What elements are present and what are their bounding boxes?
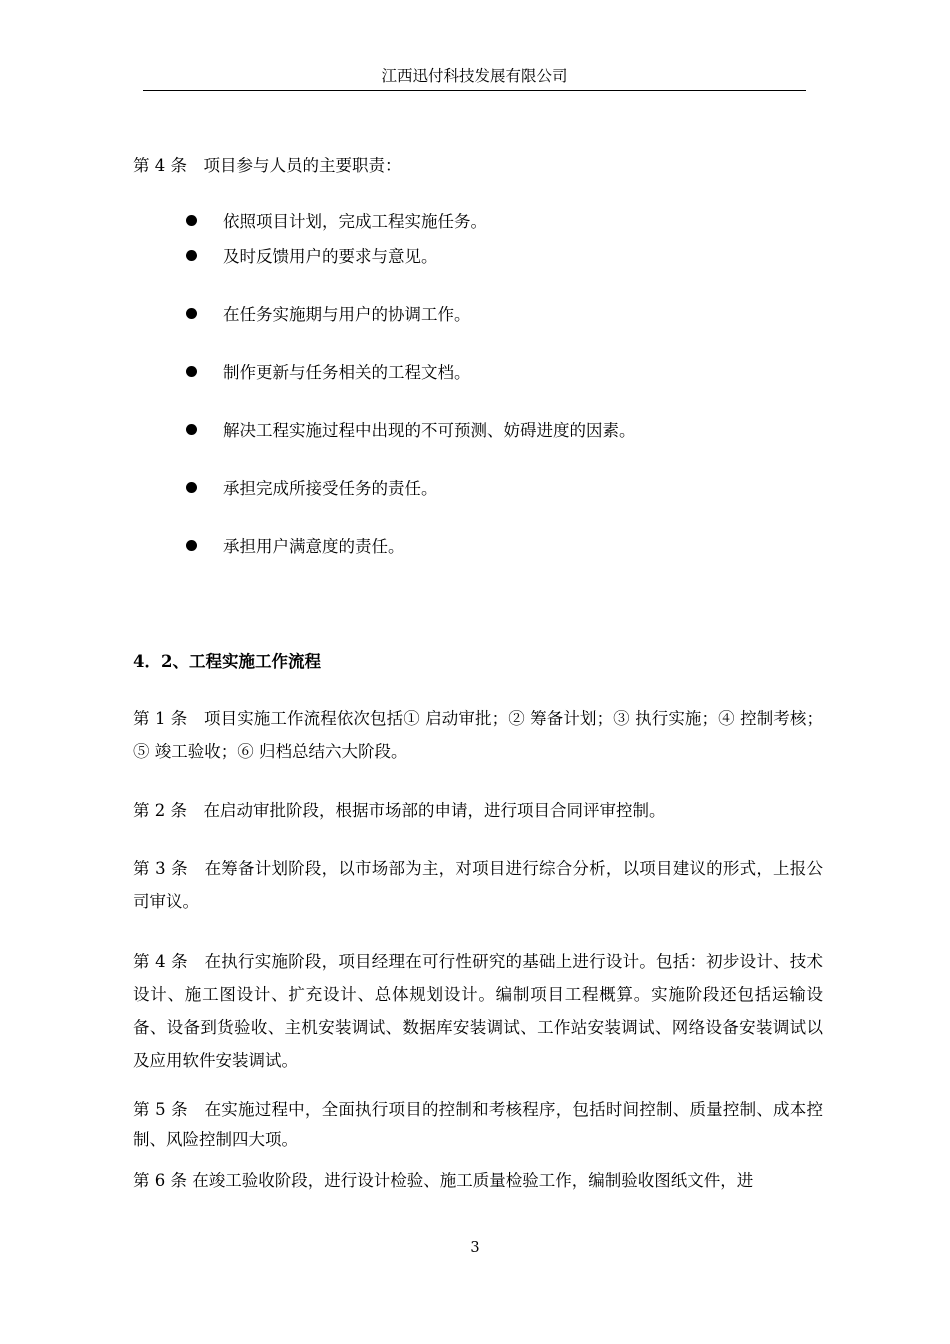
list-item: 制作更新与任务相关的工程文档。 (186, 361, 471, 385)
bullet-icon (186, 424, 197, 435)
article-paragraph: 第 2 条 在启动审批阶段，根据市场部的申请，进行项目合同评审控制。 (133, 801, 666, 820)
bullet-icon (186, 308, 197, 319)
article-paragraph: 第 3 条 在筹备计划阶段，以市场部为主，对项目进行综合分析，以项目建议的形式，上报公司审议。 (133, 859, 823, 911)
page-number: 3 (470, 1240, 480, 1256)
article-title: 第 4 条 项目参与人员的主要职责： (133, 156, 402, 175)
article-paragraph: 第 5 条 在实施过程中，全面执行项目的控制和考核程序，包括时间控制、质量控制、成本控制、风险控制四大项。 (133, 1100, 823, 1149)
bullet-icon (186, 540, 197, 551)
company-name: 江西迅付科技发展有限公司 (381, 67, 568, 85)
list-item: 依照项目计划，完成工程实施任务。 (186, 210, 487, 234)
section-heading: 4．2、工程实施工作流程 (133, 652, 321, 671)
article-paragraph: 第 6 条 在竣工验收阶段，进行设计检验、施工质量检验工作，编制验收图纸文件，进 (133, 1171, 754, 1190)
bullet-icon (186, 215, 197, 226)
article-paragraph: 第 4 条 在执行实施阶段，项目经理在可行性研究的基础上进行设计。包括：初步设计、技术设计、施工图设计、扩充设计、总体规划设计。编制项目工程概算。实施阶段还包括运输设备、设备到货验收、主机安装调试、数据库安装调试、工作站安装调试、网络设备安装调试以及应用软件安装调试。 (133, 952, 823, 1070)
bullet-icon (186, 482, 197, 493)
list-item: 及时反馈用户的要求与意见。 (186, 245, 438, 269)
bullet-icon (186, 366, 197, 377)
list-item: 承担完成所接受任务的责任。 (186, 477, 438, 501)
list-item: 承担用户满意度的责任。 (186, 535, 405, 559)
list-item: 在任务实施期与用户的协调工作。 (186, 303, 471, 327)
article-paragraph: 第 1 条 项目实施工作流程依次包括① 启动审批；② 筹备计划；③ 执行实施；④ 控制考核；⑤ 竣工验收；⑥ 归档总结六大阶段。 (133, 709, 823, 761)
bullet-icon (186, 250, 197, 261)
page-header (143, 62, 806, 91)
list-item: 解决工程实施过程中出现的不可预测、妨碍进度的因素。 (186, 419, 636, 443)
